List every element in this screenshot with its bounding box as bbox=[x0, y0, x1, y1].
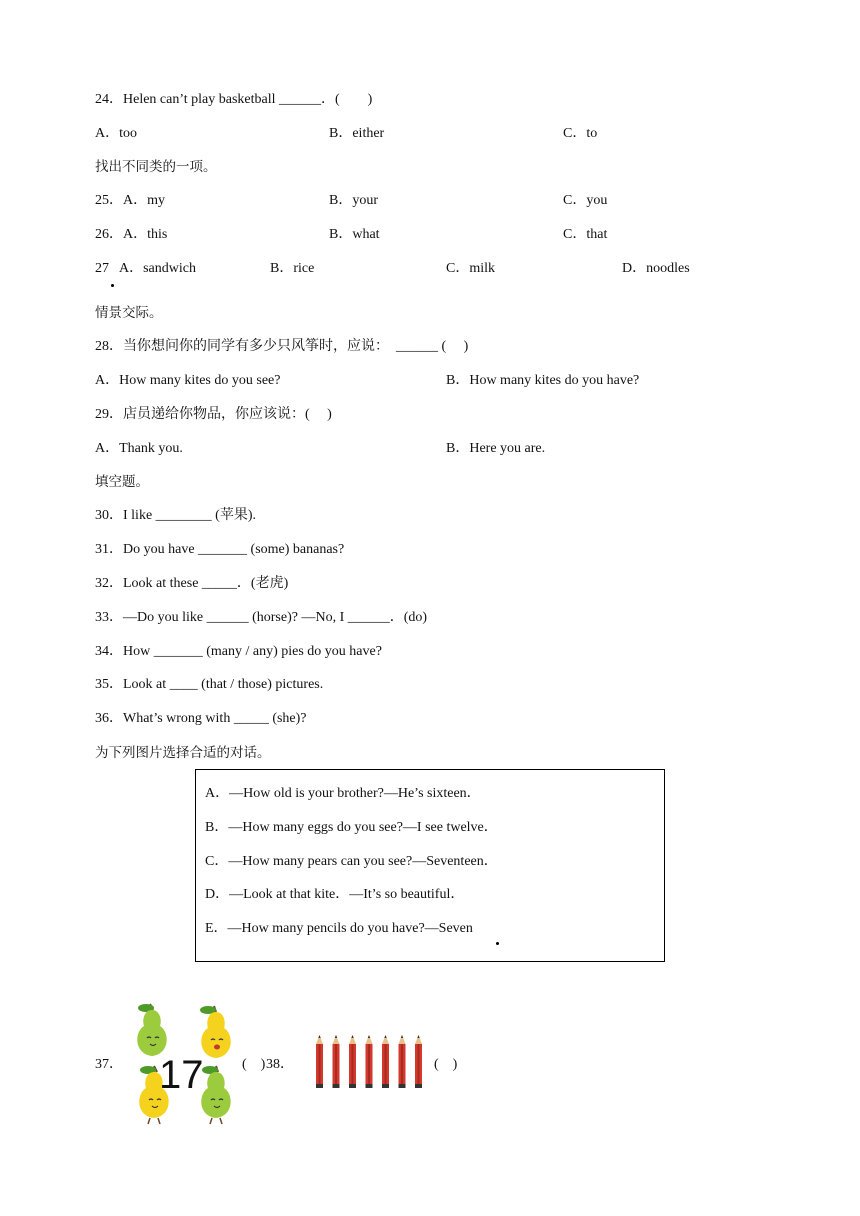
pear-count-number: 17 bbox=[159, 1053, 204, 1097]
q25-stem: 25．A．my bbox=[95, 193, 165, 208]
q38-label: 38． bbox=[266, 1057, 294, 1072]
q32: 32．Look at these _____．(老虎) bbox=[95, 576, 289, 591]
q25-option-c: C．you bbox=[563, 193, 608, 208]
pears-picture bbox=[128, 1000, 240, 1126]
q24-option-c: C．to bbox=[563, 126, 598, 141]
pencil-icon bbox=[415, 1035, 422, 1088]
section-odd-one-out: 找出不同类的一项。 bbox=[95, 159, 217, 175]
q35: 35．Look at ____ (that / those) pictures. bbox=[95, 677, 324, 692]
pear-icon bbox=[137, 1004, 166, 1056]
pencil-icon bbox=[366, 1035, 373, 1088]
q27-option-c: C．milk bbox=[446, 261, 496, 276]
q34: 34．How _______ (many / any) pies do you have? bbox=[95, 644, 382, 659]
dialogue-e: E．—How many pencils do you have?—Seven bbox=[205, 921, 473, 936]
dialogue-e-dot bbox=[496, 942, 499, 945]
q37-answer-blank: ( ) bbox=[242, 1057, 266, 1072]
section-picture-dialogues: 为下列图片选择合适的对话。 bbox=[95, 745, 271, 761]
q26-option-c: C．that bbox=[563, 227, 608, 242]
pencil-icon bbox=[399, 1035, 406, 1088]
dialogue-a: A．—How old is your brother?—He’s sixteen． bbox=[205, 786, 481, 801]
q30: 30．I like ________ (苹果). bbox=[95, 508, 256, 523]
dialogue-b: B．—How many eggs do you see?—I see twelve． bbox=[205, 820, 498, 835]
q33: 33．—Do you like ______ (horse)? —No, I ______．(do) bbox=[95, 610, 428, 625]
section-situation: 情景交际。 bbox=[95, 305, 163, 321]
pear-icon bbox=[201, 1066, 230, 1124]
pencil-icon bbox=[349, 1035, 356, 1088]
q36: 36．What’s wrong with _____ (she)? bbox=[95, 711, 307, 726]
pencil-icon bbox=[316, 1035, 323, 1088]
pear-icon bbox=[200, 1006, 231, 1058]
q38-answer-blank: ( ) bbox=[434, 1057, 458, 1072]
section-fill-blanks: 填空题。 bbox=[95, 474, 149, 490]
pencil-icon bbox=[382, 1035, 389, 1088]
dialogue-c: C．—How many pears can you see?—Seventeen． bbox=[205, 854, 498, 869]
q27-dot bbox=[111, 284, 114, 287]
q31: 31．Do you have _______ (some) bananas? bbox=[95, 542, 345, 557]
q26-option-b: B．what bbox=[329, 227, 380, 242]
q27-option-a: A．sandwich bbox=[119, 261, 196, 276]
q24-stem: 24．Helen can’t play basketball ______．( ) bbox=[95, 92, 373, 107]
q27-number: 27 bbox=[95, 261, 109, 276]
q25-option-b: B．your bbox=[329, 193, 378, 208]
q37-label: 37． bbox=[95, 1057, 123, 1072]
q24-option-a: A．too bbox=[95, 126, 137, 141]
q29-option-a: A．Thank you. bbox=[95, 441, 183, 456]
q29-stem: 29．店员递给你物品，你应该说：( ) bbox=[95, 407, 332, 422]
pencils-picture bbox=[312, 1034, 432, 1090]
q27-option-b: B．rice bbox=[270, 261, 315, 276]
q27-option-d: D．noodles bbox=[622, 261, 690, 276]
dialogue-box bbox=[195, 769, 665, 962]
q24-option-b: B．either bbox=[329, 126, 385, 141]
q29-option-b: B．Here you are. bbox=[446, 441, 546, 456]
q28-option-a: A．How many kites do you see? bbox=[95, 373, 281, 388]
q28-stem: 28．当你想问你的同学有多少只风筝时，应说： ______ ( ) bbox=[95, 339, 469, 354]
dialogue-d: D．—Look at that kite．—It’s so beautiful． bbox=[205, 887, 465, 902]
q28-option-b: B．How many kites do you have? bbox=[446, 373, 640, 388]
pencil-icon bbox=[333, 1035, 340, 1088]
q26-stem: 26．A．this bbox=[95, 227, 168, 242]
